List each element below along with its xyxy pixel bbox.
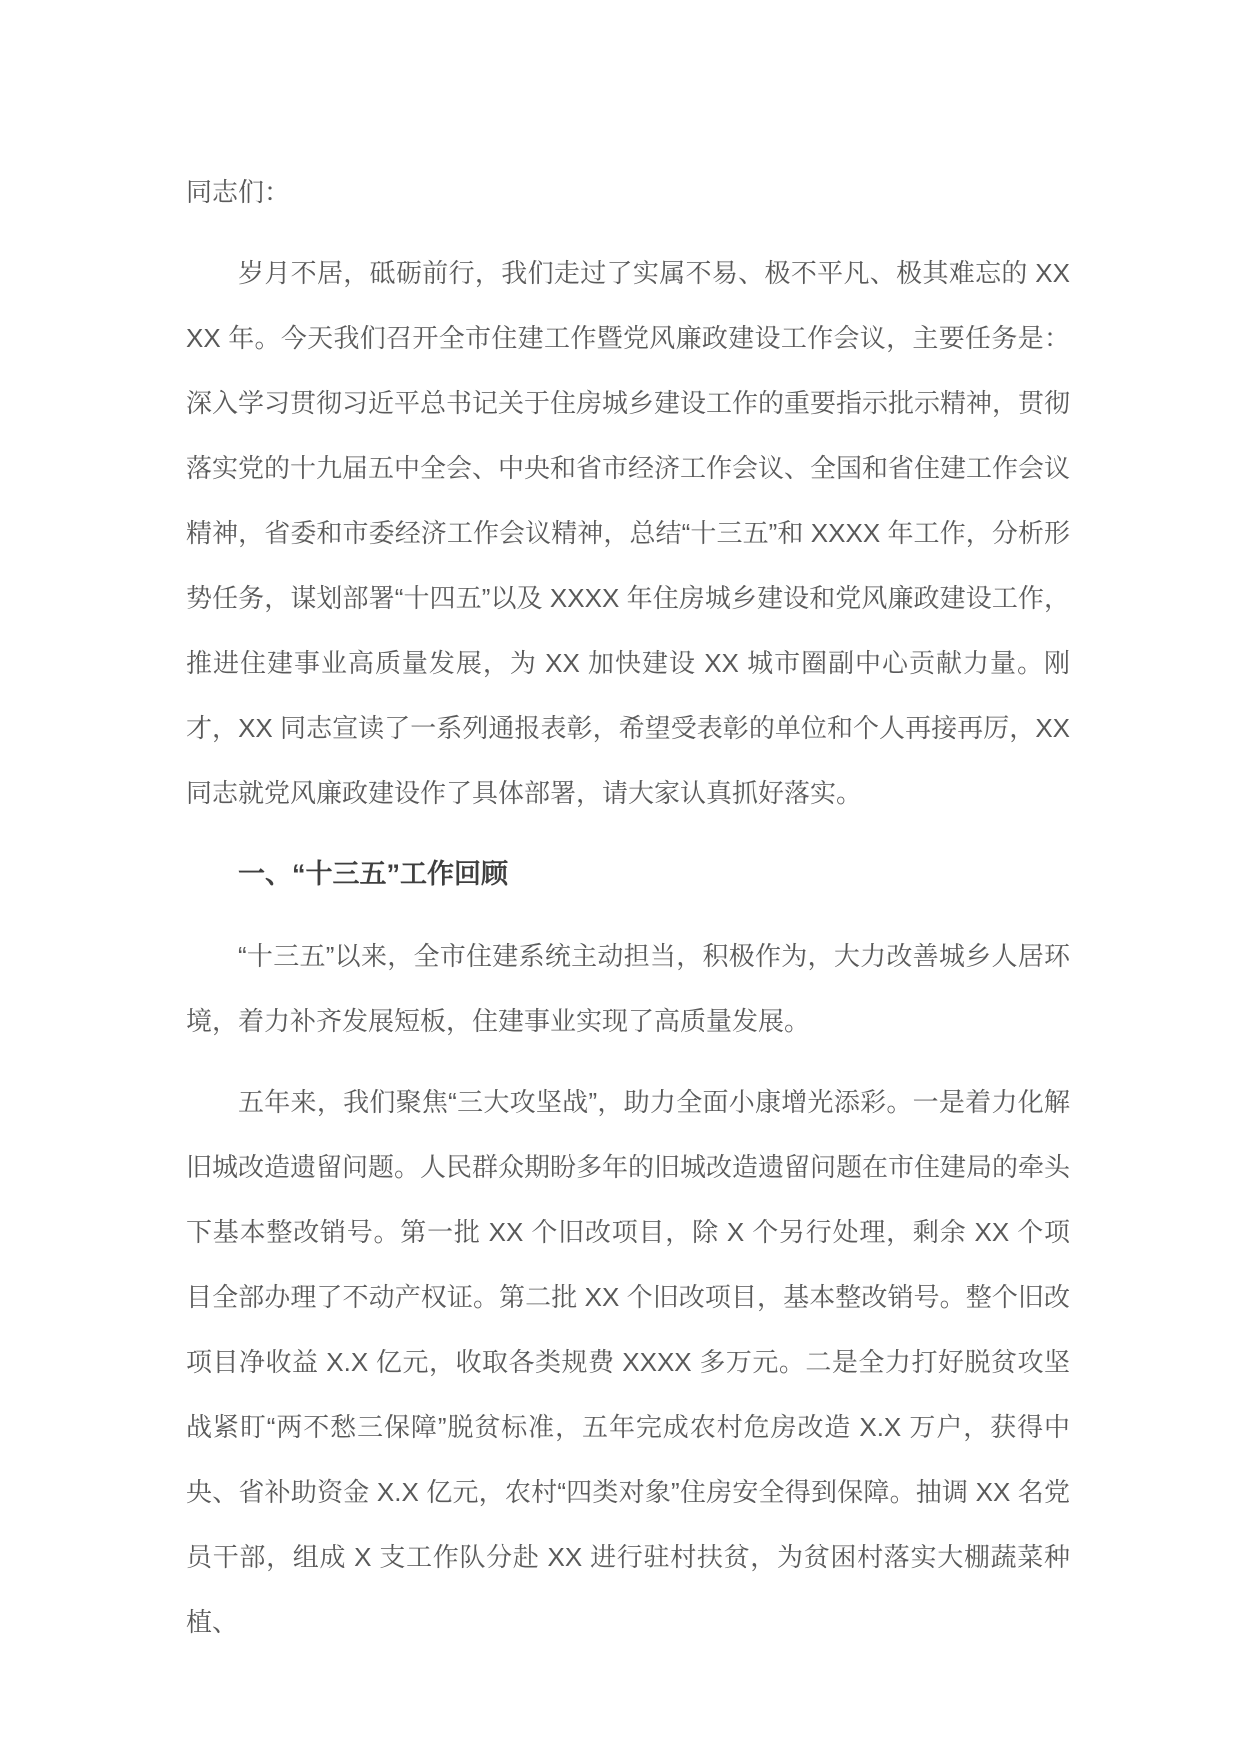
section-heading-13-5-review: 一、“十三五”工作回顾 [238,859,508,889]
salutation-line: 同志们： [186,177,291,207]
achievements-paragraph: 五年来，我们聚焦“三大攻坚战”，助力全面小康增光添彩。一是着力化解旧城改造遗留问题。人民群众期盼多年的旧城改造遗留问题在市住建局的牵头下基本整改销号。第一批 XX 个旧改项目，除 X 个另行处理，剩余 XX 个项目全部办理了不动产权证。第二批 XX 个旧改项目，基本整改销号。整个旧改项目净收益 X.X 亿元，收取各类规费 XXXX 多万元。二是全力打好脱贫攻坚战紧盯“两不愁三保障”脱贫标准，五年完成农村危房改造 X.X 万户，获得中央、省补助资金 X.X 亿元，农村“四类对象”住房安全得到保障。抽调 XX 名党员干部，组成 X 支工作队分赴 XX 进行驻村扶贫，为贫困村落实大棚蔬菜种植、 [186,1087,1071,1637]
review-summary-paragraph: “十三五”以来，全市住建系统主动担当，积极作为，大力改善城乡人居环境，着力补齐发展短板，住建事业实现了高质量发展。 [186,941,1070,1036]
opening-paragraph: 岁月不居，砥砺前行，我们走过了实属不易、极不平凡、极其难忘的 XXXX 年。今天我们召开全市住建工作暨党风廉政建设工作会议，主要任务是：深入学习贯彻习近平总书记关于住房城乡建设工作的重要指示批示精神，贯彻落实党的十九届五中全会、中央和省市经济工作会议、全国和省住建工作会议精神，省委和市委经济工作会议精神，总结“十三五”和 XXXX 年工作，分析形势任务，谋划部署“十四五”以及 XXXX 年住房城乡建设和党风廉政建设工作，推进住建事业高质量发展，为 XX 加快建设 XX 城市圈副中心贡献力量。刚才，XX 同志宣读了一系列通报表彰，希望受表彰的单位和个人再接再厉，XX 同志就党风廉政建设作了具体部署，请大家认真抓好落实。 [186,258,1071,808]
